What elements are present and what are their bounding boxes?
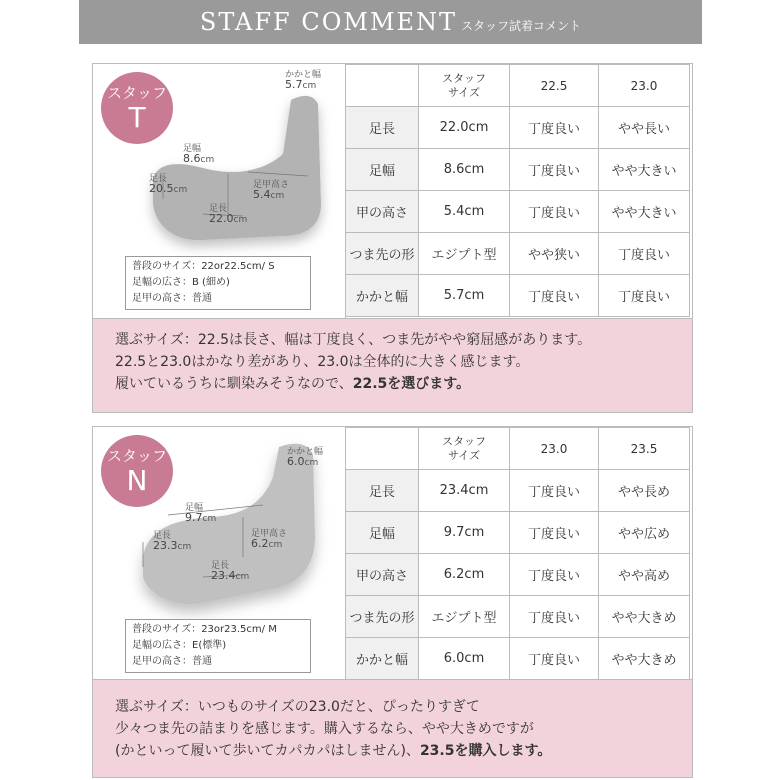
info-usual-size: 普段のサイズ：22or22.5cm/ S [132, 261, 275, 272]
size-col-2: 23.5 [599, 428, 690, 470]
heel-unit: cm [302, 81, 317, 91]
row-fit-2: やや大きい [599, 191, 690, 233]
row-measure: エジプト型 [419, 233, 510, 275]
table-row [346, 470, 690, 512]
toe-value: 20.5 [149, 182, 174, 195]
toe-unit: cm [177, 542, 192, 552]
table-corner [346, 428, 419, 470]
page-header [79, 0, 702, 44]
badge-letter: T [128, 101, 146, 134]
fit-table [345, 427, 690, 680]
header-size: サイズ [447, 448, 481, 462]
length-annotation [209, 204, 247, 225]
length-unit: cm [235, 572, 250, 582]
size-col-2: 23.0 [599, 65, 690, 107]
usual-size-info [125, 256, 311, 310]
row-fit-1: 丁度良い [510, 470, 599, 512]
foot-illustration-panel [93, 64, 346, 318]
row-label: 足幅 [346, 512, 419, 554]
instep-unit: cm [270, 191, 285, 201]
header-staff: スタッフ [442, 434, 486, 448]
comment-line: 選ぶサイズ：いつものサイズの23.0だと、ぴったりすぎて [115, 699, 480, 715]
row-fit-2: やや長い [599, 107, 690, 149]
row-fit-1: 丁度良い [510, 149, 599, 191]
instep-annotation [253, 180, 289, 201]
width-annotation [185, 503, 216, 524]
row-label: 甲の高さ [346, 554, 419, 596]
width-annotation [183, 144, 214, 165]
length-label: 足長 [211, 561, 230, 571]
heel-value: 6.0 [287, 455, 305, 468]
width-unit: cm [200, 155, 215, 165]
usual-size-info [125, 619, 311, 673]
row-label: つま先の形 [346, 233, 419, 275]
row-label: 足幅 [346, 149, 419, 191]
row-fit-1: 丁度良い [510, 275, 599, 317]
instep-label: 足甲高さ [251, 529, 288, 539]
info-instep-height: 足甲の高さ：普通 [132, 656, 212, 667]
instep-annotation [251, 529, 287, 550]
length-unit: cm [233, 215, 248, 225]
row-fit-1: 丁度良い [510, 554, 599, 596]
toe-annotation [153, 531, 191, 552]
info-foot-width: 足幅の広さ：E(標準) [132, 640, 227, 651]
row-measure: 22.0cm [419, 107, 510, 149]
toe-value: 23.3 [153, 539, 178, 552]
row-measure: 8.6cm [419, 149, 510, 191]
row-measure: 6.0cm [419, 638, 510, 680]
width-label: 足幅 [183, 144, 202, 154]
row-fit-1: 丁度良い [510, 512, 599, 554]
row-fit-1: 丁度良い [510, 596, 599, 638]
toe-label: 足長 [153, 531, 172, 541]
row-measure: エジプト型 [419, 596, 510, 638]
row-fit-2: やや長め [599, 470, 690, 512]
header-subtitle: スタッフ試着コメント [461, 18, 582, 33]
size-comment [93, 679, 692, 777]
foot-illustration-panel [93, 427, 346, 681]
comment-line: 22.5と23.0はかなり差があり、23.0は全体的に大きく感じます。 [115, 354, 530, 370]
info-foot-width: 足幅の広さ：B (細め) [132, 277, 230, 288]
header-title: STAFF COMMENT [199, 8, 458, 36]
length-value: 23.4 [211, 569, 236, 582]
header-staff: スタッフ [442, 71, 486, 85]
row-fit-2: やや大きめ [599, 596, 690, 638]
comment-text: 履いているうちに馴染みそうなので、 [115, 376, 353, 392]
row-measure: 5.4cm [419, 191, 510, 233]
row-measure: 6.2cm [419, 554, 510, 596]
info-instep-height: 足甲の高さ：普通 [132, 293, 212, 304]
comment-line: 少々つま先の詰まりを感じます。購入するなら、やや大きめですが [115, 721, 534, 737]
row-fit-1: 丁度良い [510, 191, 599, 233]
table-row [346, 554, 690, 596]
row-fit-1: 丁度良い [510, 638, 599, 680]
length-value: 22.0 [209, 212, 234, 225]
row-fit-1: やや狭い [510, 233, 599, 275]
size-col-1: 22.5 [510, 65, 599, 107]
comment-line: 選ぶサイズ：22.5は長さ、幅は丁度良く、つま先がやや窮屈感があります。 [115, 332, 592, 348]
row-fit-2: やや広め [599, 512, 690, 554]
toe-label: 足長 [149, 174, 168, 184]
table-row [346, 107, 690, 149]
table-row [346, 596, 690, 638]
table-corner [346, 65, 419, 107]
instep-unit: cm [268, 540, 283, 550]
row-label: かかと幅 [346, 275, 419, 317]
table-row [346, 149, 690, 191]
row-label: つま先の形 [346, 596, 419, 638]
staff-section-t [92, 63, 693, 413]
instep-value: 5.4 [253, 188, 271, 201]
table-row [346, 191, 690, 233]
staff-badge [101, 72, 173, 144]
row-fit-2: 丁度良い [599, 275, 690, 317]
staff-section-n [92, 426, 693, 778]
width-value: 9.7 [185, 511, 203, 524]
row-measure: 5.7cm [419, 275, 510, 317]
info-usual-size: 普段のサイズ：23or23.5cm/ M [132, 624, 277, 635]
fit-table [345, 64, 690, 317]
row-fit-1: 丁度良い [510, 107, 599, 149]
row-label: かかと幅 [346, 638, 419, 680]
row-label: 足長 [346, 107, 419, 149]
row-measure: 23.4cm [419, 470, 510, 512]
staff-badge [101, 435, 173, 507]
table-row [346, 275, 690, 317]
staff-size-header [419, 428, 510, 470]
comment-choice: 23.5を購入します。 [419, 743, 552, 759]
comment-line [115, 740, 692, 762]
length-label: 足長 [209, 204, 228, 214]
toe-unit: cm [173, 185, 188, 195]
header-size: サイズ [447, 85, 481, 99]
row-fit-2: 丁度良い [599, 233, 690, 275]
width-label: 足幅 [185, 503, 204, 513]
heel-unit: cm [304, 458, 319, 468]
comment-text: (かといって履いて歩いてカパカパはしません)、 [115, 743, 420, 759]
comment-choice: 22.5を選びます。 [352, 376, 471, 392]
instep-label: 足甲高さ [253, 180, 290, 190]
size-col-1: 23.0 [510, 428, 599, 470]
row-fit-2: やや高め [599, 554, 690, 596]
heel-annotation [285, 70, 321, 91]
row-fit-2: やや大きい [599, 149, 690, 191]
toe-annotation [149, 174, 187, 195]
badge-letter: N [126, 464, 148, 497]
row-label: 足長 [346, 470, 419, 512]
table-row [346, 638, 690, 680]
heel-value: 5.7 [285, 78, 303, 91]
width-unit: cm [202, 514, 217, 524]
instep-value: 6.2 [251, 537, 269, 550]
size-comment [93, 318, 692, 412]
badge-label: スタッフ [106, 84, 167, 102]
heel-label: かかと幅 [285, 70, 322, 80]
heel-label: かかと幅 [287, 447, 324, 457]
row-measure: 9.7cm [419, 512, 510, 554]
staff-size-header [419, 65, 510, 107]
row-label: 甲の高さ [346, 191, 419, 233]
table-row [346, 233, 690, 275]
row-fit-2: やや大きめ [599, 638, 690, 680]
badge-label: スタッフ [106, 447, 167, 465]
width-value: 8.6 [183, 152, 201, 165]
length-annotation [211, 561, 249, 582]
heel-annotation [287, 447, 323, 468]
comment-line [115, 373, 692, 395]
table-row [346, 512, 690, 554]
